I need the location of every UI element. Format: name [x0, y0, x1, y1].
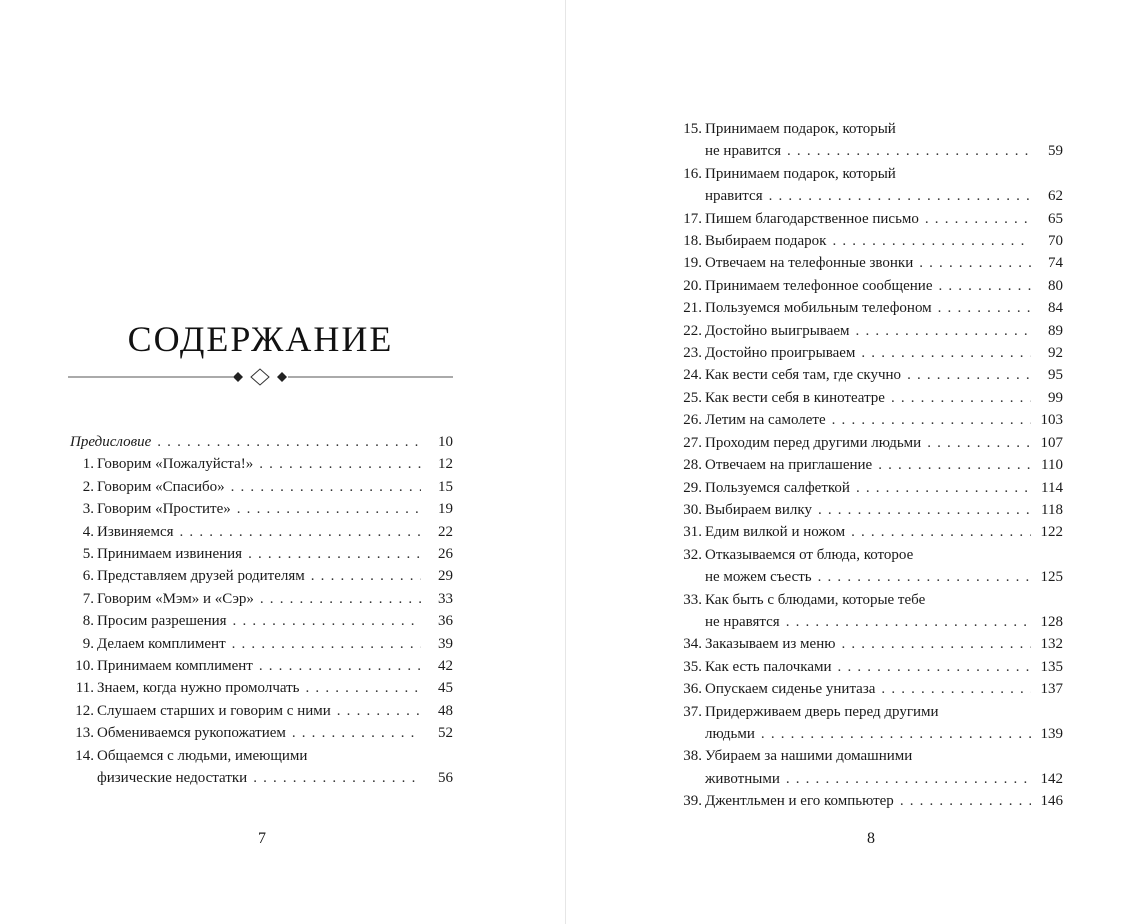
toc-entry-number: 25.: [683, 389, 702, 406]
toc-entry[interactable]: [70, 633, 453, 655]
toc-entry-page: 132: [1040, 636, 1063, 653]
toc-entry-title: Просим разрешения: [97, 613, 227, 630]
toc-entry-page: 84: [1048, 300, 1063, 317]
toc-entry-title-continued: людьми: [705, 725, 755, 742]
toc-entry[interactable]: [678, 208, 1063, 230]
page-number-left: 7: [258, 830, 266, 847]
toc-entry-page: 125: [1040, 569, 1063, 586]
toc-entry-page: 33: [438, 590, 453, 607]
toc-entry-title: Предисловие: [70, 434, 152, 450]
toc-entry-number: 27.: [683, 434, 702, 451]
toc-entry-page: 48: [438, 702, 453, 719]
toc-entry-page: 89: [1048, 322, 1063, 339]
toc-entry-page: 92: [1048, 345, 1063, 362]
toc-leader-dots: [786, 611, 1031, 633]
toc-entry[interactable]: [678, 230, 1063, 252]
toc-entry[interactable]: [678, 544, 1063, 589]
toc-entry[interactable]: [678, 387, 1063, 409]
toc-entry-page: 99: [1048, 389, 1063, 406]
toc-entry-number: 34.: [683, 636, 702, 653]
toc-entry-page: 42: [438, 658, 453, 675]
toc-entry-page: 65: [1048, 210, 1063, 227]
toc-entry-page: 80: [1048, 277, 1063, 294]
toc-entry-title: Достойно выигрываем: [705, 322, 850, 339]
toc-entry[interactable]: [678, 521, 1063, 543]
toc-entry-page: 122: [1040, 524, 1063, 541]
toc-entry[interactable]: [678, 409, 1063, 431]
toc-entry-page: 39: [438, 635, 453, 652]
toc-entry-page: 95: [1048, 367, 1063, 384]
toc-entry-title: Представляем друзей родителям: [97, 568, 305, 585]
toc-entry-title: Говорим «Пожалуйста!»: [97, 456, 254, 473]
toc-leader-dots: [306, 677, 421, 699]
toc-entry-number: 2.: [82, 478, 94, 495]
toc-leader-dots: [769, 185, 1031, 207]
toc-entry-number: 22.: [683, 322, 702, 339]
toc-entry-title: Общаемся с людьми, имеющими: [97, 747, 308, 764]
toc-entry-title: Как быть с блюдами, которые тебе: [705, 591, 926, 608]
toc-entry-page: 118: [1041, 501, 1063, 518]
toc-entry[interactable]: [70, 521, 453, 543]
toc-entry-page: 103: [1040, 412, 1063, 429]
toc-entry-number: 20.: [683, 277, 702, 294]
toc-entry-page: 128: [1040, 613, 1063, 630]
toc-entry-title: Говорим «Мэм» и «Сэр»: [97, 590, 254, 607]
toc-entry-title: Принимаем телефонное сообщение: [705, 277, 933, 294]
toc-entry-title: Принимаем комплимент: [97, 658, 253, 675]
toc-entry[interactable]: [678, 297, 1063, 319]
toc-list-right: [678, 118, 1063, 813]
toc-entry-title: Летим на самолете: [705, 412, 826, 429]
toc-leader-dots: [856, 320, 1031, 342]
toc-entry-number: 8.: [82, 613, 94, 630]
toc-entry-title: Выбираем вилку: [705, 501, 812, 518]
toc-entry-page: 142: [1040, 770, 1063, 787]
toc-leader-dots: [233, 610, 421, 632]
toc-entry-number: 23.: [683, 345, 702, 362]
toc-entry-title: Опускаем сиденье унитаза: [705, 681, 876, 698]
toc-entry-number: 17.: [683, 210, 702, 227]
toc-leader-dots: [927, 432, 1031, 454]
toc-leader-dots: [878, 454, 1031, 476]
toc-entry[interactable]: [678, 477, 1063, 499]
toc-leader-dots: [925, 208, 1031, 230]
toc-leader-dots: [891, 387, 1031, 409]
toc-entry-number: 14.: [75, 747, 94, 764]
toc-leader-dots: [907, 364, 1031, 386]
toc-leader-dots: [838, 656, 1031, 678]
toc-entry-page: 146: [1040, 793, 1063, 810]
toc-entry-number: 13.: [75, 725, 94, 742]
toc-entry-page: 12: [438, 456, 453, 473]
toc-entry-title: Отвечаем на приглашение: [705, 457, 873, 474]
toc-entry-title-continued: нравится: [705, 188, 763, 205]
toc-entry[interactable]: [678, 252, 1063, 274]
toc-entry-page: 114: [1041, 479, 1063, 496]
toc-entry[interactable]: [70, 565, 453, 587]
toc-entry[interactable]: [678, 275, 1063, 297]
toc-entry-page: 22: [438, 523, 453, 540]
toc-entry-title: Отвечаем на телефонные звонки: [705, 255, 914, 272]
toc-entry-title-continued: не можем съесть: [705, 569, 812, 586]
toc-entry-number: 9.: [82, 635, 94, 652]
toc-entry[interactable]: [70, 431, 453, 453]
toc-entry[interactable]: [70, 655, 453, 677]
toc-entry[interactable]: [678, 790, 1063, 812]
toc-entry-page: 70: [1048, 233, 1063, 250]
toc-entry-title: Говорим «Спасибо»: [97, 478, 225, 495]
toc-entry-title: Пользуемся салфеткой: [705, 479, 850, 496]
toc-entry-title: Проходим перед другими людьми: [705, 434, 922, 451]
toc-list-left: [70, 431, 453, 790]
toc-leader-dots: [900, 790, 1031, 812]
toc-leader-dots: [919, 252, 1031, 274]
toc-entry[interactable]: [70, 745, 453, 790]
toc-leader-dots: [231, 476, 421, 498]
toc-leader-dots: [851, 521, 1031, 543]
toc-entry[interactable]: [678, 320, 1063, 342]
toc-entry-title: Убираем за нашими домашними: [705, 748, 913, 765]
toc-leader-dots: [259, 453, 421, 475]
toc-entry[interactable]: [70, 476, 453, 498]
toc-entry-number: 29.: [683, 479, 702, 496]
toc-entry-title: Едим вилкой и ножом: [705, 524, 846, 541]
toc-entry[interactable]: [678, 633, 1063, 655]
toc-entry-page: 52: [438, 725, 453, 742]
toc-entry-number: 35.: [683, 658, 702, 675]
toc-entry[interactable]: [678, 342, 1063, 364]
toc-entry-title: Заказываем из меню: [705, 636, 836, 653]
toc-entry-number: 7.: [82, 590, 94, 607]
toc-entry[interactable]: [70, 453, 453, 475]
toc-leader-dots: [260, 588, 421, 610]
toc-entry-title: Достойно проигрываем: [705, 345, 856, 362]
toc-entry-number: 15.: [683, 121, 702, 137]
toc-leader-dots: [232, 633, 421, 655]
toc-entry-page: 36: [438, 613, 453, 630]
toc-entry-number: 10.: [75, 658, 94, 675]
toc-entry-number: 18.: [683, 233, 702, 250]
toc-entry[interactable]: [678, 454, 1063, 476]
toc-leader-dots: [761, 723, 1031, 745]
toc-entry-title: Отказываемся от блюда, которое: [705, 546, 914, 563]
toc-entry[interactable]: [678, 364, 1063, 386]
toc-entry-number: 1.: [82, 456, 94, 473]
page-number-right: 8: [867, 830, 875, 847]
toc-entry-title: Принимаем подарок, который: [705, 165, 896, 182]
toc-entry-number: 24.: [683, 367, 702, 384]
ornament-diamond-left: [233, 372, 243, 382]
toc-entry-title: Делаем комплимент: [97, 635, 226, 652]
toc-entry-number: 36.: [683, 681, 702, 698]
toc-entry-page: 26: [438, 546, 453, 563]
toc-entry[interactable]: [70, 498, 453, 520]
toc-entry[interactable]: [678, 678, 1063, 700]
toc-entry-number: 19.: [683, 255, 702, 272]
toc-leader-dots: [787, 140, 1031, 162]
toc-leader-dots: [881, 678, 1031, 700]
toc-entry-title-continued: не нравится: [705, 143, 782, 160]
toc-entry[interactable]: [678, 589, 1063, 634]
toc-entry-title: Знаем, когда нужно промолчать: [97, 680, 300, 697]
toc-entry-number: 28.: [683, 457, 702, 474]
toc-entry-page: 137: [1040, 681, 1063, 698]
toc-entry-title: Говорим «Простите»: [97, 501, 231, 518]
toc-leader-dots: [237, 498, 421, 520]
toc-entry[interactable]: [70, 677, 453, 699]
toc-leader-dots: [938, 297, 1031, 319]
toc-entry[interactable]: [70, 722, 453, 744]
toc-entry-title: Как вести себя там, где скучно: [705, 367, 902, 384]
toc-entry[interactable]: [70, 543, 453, 565]
toc-entry-page: 29: [438, 568, 453, 585]
toc-entry-page: 10: [438, 434, 453, 450]
toc-entry[interactable]: [678, 163, 1063, 208]
toc-leader-dots: [818, 499, 1031, 521]
toc-leader-dots: [259, 655, 421, 677]
toc-entry-number: 30.: [683, 501, 702, 518]
toc-entry-page: 110: [1041, 457, 1063, 474]
toc-entry-page: 62: [1048, 188, 1063, 205]
toc-entry-page: 107: [1040, 434, 1063, 451]
toc-entry-title: Пользуемся мобильным телефоном: [705, 300, 932, 317]
toc-entry-page: 56: [438, 770, 453, 787]
toc-leader-dots: [841, 633, 1031, 655]
toc-leader-dots: [248, 543, 421, 565]
toc-entry-number: 33.: [683, 591, 702, 608]
toc-entry-number: 12.: [75, 702, 94, 719]
toc-entry-number: 26.: [683, 412, 702, 429]
toc-leader-dots: [786, 768, 1031, 790]
toc-entry[interactable]: [678, 432, 1063, 454]
toc-entry[interactable]: [678, 745, 1063, 790]
toc-leader-dots: [832, 409, 1031, 431]
page-title: СОДЕРЖАНИЕ: [127, 319, 394, 359]
toc-entry-title: Джентльмен и его компьютер: [705, 793, 894, 810]
toc-entry-title-continued: физические недостатки: [97, 770, 248, 787]
toc-entry-number: 37.: [683, 703, 702, 720]
toc-entry-number: 5.: [82, 546, 94, 563]
toc-leader-dots: [292, 722, 421, 744]
toc-entry[interactable]: [678, 499, 1063, 521]
toc-leader-dots: [861, 342, 1031, 364]
toc-entry-page: 135: [1040, 658, 1063, 675]
toc-entry-title: Принимаем извинения: [97, 546, 243, 563]
toc-entry-page: 59: [1048, 143, 1063, 160]
toc-entry-page: 74: [1048, 255, 1063, 272]
toc-leader-dots: [157, 431, 421, 453]
toc-entry-number: 39.: [683, 793, 702, 810]
toc-entry-title: Пишем благодарственное письмо: [705, 210, 919, 227]
toc-leader-dots: [337, 700, 421, 722]
toc-entry-title: Обмениваемся рукопожатием: [97, 725, 286, 742]
toc-entry-number: 38.: [683, 748, 702, 765]
page-spread-divider: [565, 0, 566, 924]
toc-entry-number: 31.: [683, 524, 702, 541]
ornament-diamond-right: [277, 372, 287, 382]
toc-entry-number: 3.: [82, 501, 94, 518]
toc-entry[interactable]: [70, 700, 453, 722]
toc-entry-page: 45: [438, 680, 453, 697]
toc-entry-title: Извиняемся: [97, 523, 174, 540]
toc-entry[interactable]: [70, 588, 453, 610]
title-ornament: [68, 368, 453, 386]
ornament-diamond-center: [251, 369, 269, 385]
toc-entry-number: 21.: [683, 300, 702, 317]
toc-entry-title: Принимаем подарок, который: [705, 121, 896, 137]
toc-entry[interactable]: [678, 118, 1063, 163]
toc-entry-page: 15: [438, 478, 453, 495]
toc-leader-dots: [180, 521, 421, 543]
toc-entry-title: Как вести себя в кинотеатре: [705, 389, 885, 406]
toc-leader-dots: [818, 566, 1031, 588]
toc-entry-title-continued: не нравятся: [705, 613, 780, 630]
toc-leader-dots: [311, 565, 421, 587]
toc-entry[interactable]: [678, 701, 1063, 746]
toc-entry-page: 19: [438, 501, 453, 518]
toc-entry-number: 6.: [82, 568, 94, 585]
toc-entry[interactable]: [70, 610, 453, 632]
toc-entry-title-continued: животными: [705, 770, 780, 787]
toc-leader-dots: [938, 275, 1031, 297]
toc-entry-number: 16.: [683, 165, 702, 182]
toc-entry-page: 139: [1040, 725, 1063, 742]
toc-entry-number: 11.: [75, 680, 94, 697]
toc-entry-title: Как есть палочками: [705, 658, 832, 675]
toc-entry[interactable]: [678, 656, 1063, 678]
toc-entry-title: Придерживаем дверь перед другими: [705, 703, 939, 720]
toc-entry-title: Выбираем подарок: [705, 233, 827, 250]
toc-leader-dots: [856, 477, 1031, 499]
toc-leader-dots: [832, 230, 1031, 252]
toc-entry-number: 32.: [683, 546, 702, 563]
toc-entry-number: 4.: [82, 523, 94, 540]
toc-entry-title: Слушаем старших и говорим с ними: [97, 702, 331, 719]
toc-leader-dots: [253, 767, 421, 789]
